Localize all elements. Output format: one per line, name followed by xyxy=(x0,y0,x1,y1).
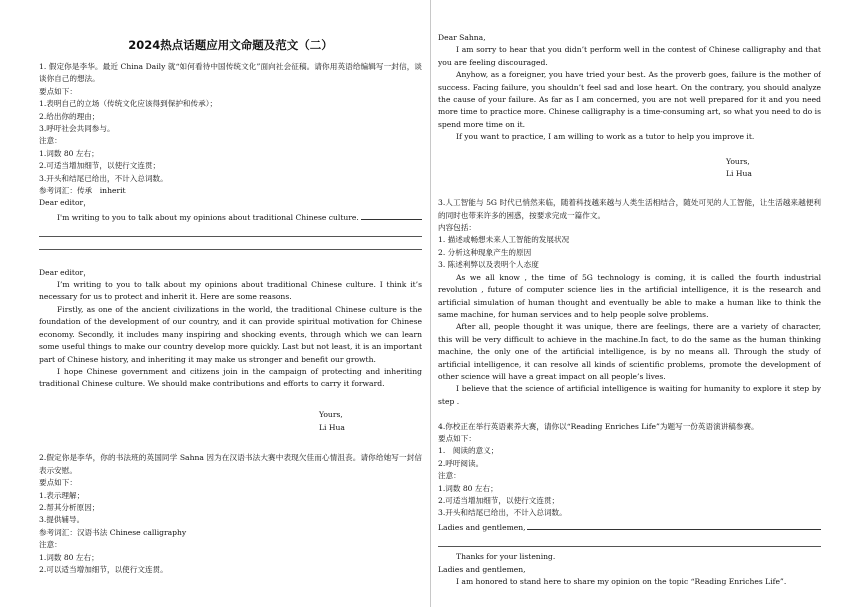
q2-signer: Li Hua xyxy=(726,169,752,179)
q4-points-header: 要点如下： xyxy=(438,433,476,443)
q4-model-salutation: Ladies and gentlemen, xyxy=(438,564,526,574)
q4-point: 1. 阅读的意义； xyxy=(438,446,499,456)
q1-note: 1.词数 80 左右； xyxy=(39,148,99,158)
q2-model-paragraph: I am sorry to hear that you didn’t perform well in the contest of Chinese calligraphy and that you are feeling discouraged. xyxy=(438,45,821,67)
q4-model-opening: I am honored to stand here to share my opinion on the topic “Reading Enriches Life”. xyxy=(456,577,787,587)
q1-closing: Yours, xyxy=(319,410,343,420)
q2-note: 1.词数 80 左右； xyxy=(39,552,99,562)
answer-blank xyxy=(361,210,422,220)
q2-vocab: 参考词汇：汉语书法 Chinese calligraphy xyxy=(39,527,187,537)
q3-model-paragraph: I believe that the science of artificial intelligence is waiting for humanity to explore it step by step . xyxy=(438,384,821,406)
q1-model-paragraph: I’m writing to you to talk about my opinions about traditional Chinese culture. I think it’s necessary for us to protect and inherit it. Here are some reasons. xyxy=(39,280,422,302)
q4-salutation: Ladies and gentlemen, xyxy=(438,522,526,532)
q1-point: 3.呼吁社会共同参与。 xyxy=(39,124,115,134)
answer-line xyxy=(39,237,422,250)
q2-note: 2.可以适当增加细节，以使行文连贯。 xyxy=(39,564,168,574)
q2-notes-header: 注意： xyxy=(39,540,62,550)
q4-notes-header: 注意： xyxy=(438,471,461,481)
q1-opening: I'm writing to you to talk about my opinions about traditional Chinese culture. xyxy=(57,212,359,222)
q1-opening-line xyxy=(39,210,422,224)
q1-prompt: 1. 假定你是李华。最近 China Daily 就“如何看待中国传统文化”面向社会征稿。请你用英语给编辑写一封信，谈谈你自己的想法。 xyxy=(39,62,422,84)
page-title: 2024热点话题应用文命题及范文（二） xyxy=(128,38,333,52)
answer-blank xyxy=(527,520,821,530)
q3-point: 2. 分析这种现象产生的原因 xyxy=(438,247,532,257)
right-column xyxy=(438,0,821,607)
q4-point: 2.呼吁阅读。 xyxy=(438,458,484,468)
q3-points-header: 内容包括： xyxy=(438,223,476,233)
q2-model-paragraph: If you want to practice, I am willing to work as a tutor to help you improve it. xyxy=(456,132,755,142)
q4-note: 1.词数 80 左右； xyxy=(438,483,498,493)
q4-note: 3.开头和结尾已给出，不计入总词数。 xyxy=(438,508,567,518)
q1-signer: Li Hua xyxy=(319,422,345,432)
q1-model-paragraph: Firstly, as one of the ancient civilizations in the world, the traditional Chinese culture is the foundation of the development of our country, and it can provide spiritual motivation for Chinese economy. Secondly, it includes many inspiring and shocking events, through which we can learn some useful things to make our country develop more quickly. Last but not least, it is an important part of Chinese history, and inheriting it may make us stronger and benefit our growth. xyxy=(39,304,422,364)
q2-point: 3.提供辅导。 xyxy=(39,515,85,525)
q3-point: 1. 描述或畅想未来人工智能的发展状况 xyxy=(438,235,570,245)
q2-model-paragraph: Anyhow, as a foreigner, you have tried your best. As the proverb goes, failure is the mother of success. Facing failure, you shouldn’t feel sad and lose heart. On the contrary, you should analyze the cause of your failure. As far as I am concerned, you are not well prepared for it and you need more time to practice more. Chinese calligraphy is a time-consuming art, so what you need to do is spend more time on it. xyxy=(438,70,821,129)
q1-note: 3.开头和结尾已给出，不计入总词数。 xyxy=(39,173,168,183)
q1-point: 1.表明自己的立场（传统文化应该得到保护和传承）； xyxy=(39,99,218,109)
q4-ending: Thanks for your listening. xyxy=(456,552,556,562)
q2-point: 1.表示理解； xyxy=(39,490,85,500)
q3-prompt: 3.人工智能与 5G 时代已悄然来临，随着科技越来越与人类生活相结合，随处可见的人工智能，让生活越来越便利的同时也带来许多的困惑，按要求完成一篇作文。 xyxy=(438,198,821,220)
q1-point: 2.给出你的理由； xyxy=(39,111,100,121)
answer-line xyxy=(39,224,422,237)
q4-note: 2.可适当增加细节，以使行文连贯； xyxy=(438,495,560,505)
q3-point: 3. 陈述利弊以及表明个人态度 xyxy=(438,260,539,270)
q1-note: 2.可适当增加细节，以使行文连贯； xyxy=(39,161,161,171)
q4-salutation-line xyxy=(438,520,821,534)
q2-closing: Yours, xyxy=(726,157,750,167)
q1-vocab: 参考词汇：传承 inherit xyxy=(39,186,126,196)
q3-model-paragraph: After all, people thought it was unique, there are feelings, there are a variety of character, this will be very difficult to achieve in the machine.In fact, to do the same as the human thinking machine, the only one of the artificial intelligence, is by no means all. Through the study of artificial intelligence, it can resolve all kinds of scientific problems, promote the development of other science will have a great impact on all people’s lives. xyxy=(438,322,821,381)
q1-salutation: Dear editor， xyxy=(39,198,91,208)
q1-model-salutation: Dear editor， xyxy=(39,267,91,277)
answer-line xyxy=(438,534,821,547)
q4-prompt: 4.你校正在举行英语素养大赛，请你以“Reading Enriches Life”为题写一份英语演讲稿参赛。 xyxy=(438,421,759,431)
q1-model-paragraph: I hope Chinese government and citizens join in the campaign of protecting and inheriting traditional Chinese culture. We should make contributions and efforts to carry it forward. xyxy=(39,366,422,389)
q2-prompt: 2.假定你是李华，你的书法班的英国同学 Sahna 因为在汉语书法大赛中表现欠佳而心情沮丧。请你给她写一封信表示安慰。 xyxy=(39,453,422,475)
q2-points-header: 要点如下： xyxy=(39,478,77,488)
column-divider xyxy=(430,0,431,607)
q3-model-paragraph: As we all know , the time of 5G technology is coming, it is called the fourth industrial revolution , future of computer science lies in the artificial intelligence, it is the research and artificial simulation of human thought and eventually be able to make a human like to think the same machine, for human services and to help people solve problems. xyxy=(438,272,821,319)
left-column xyxy=(39,0,422,607)
q2-point: 2.帮其分析原因； xyxy=(39,502,100,512)
q2-model-salutation: Dear Sahna, xyxy=(438,33,486,42)
q1-points-header: 要点如下： xyxy=(39,86,77,96)
q1-notes-header: 注意： xyxy=(39,136,62,146)
